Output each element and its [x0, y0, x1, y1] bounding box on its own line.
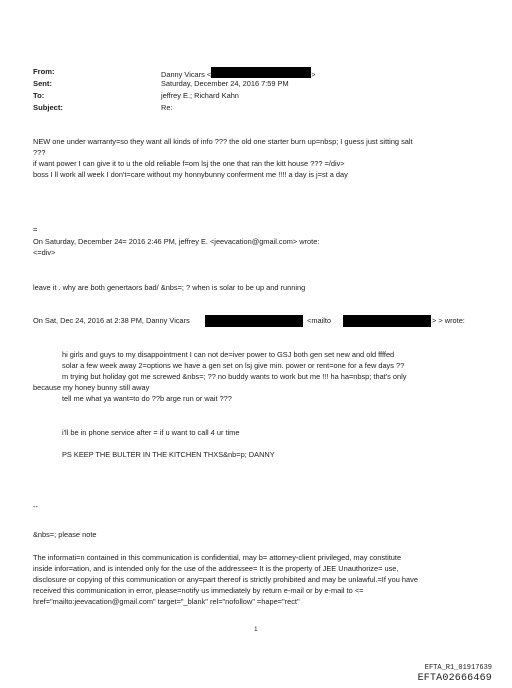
note-line: &nbs=; please note [33, 530, 97, 539]
from-value [161, 67, 316, 79]
bates-id-small: EFTA_R1_01917639 [424, 664, 492, 672]
disclaimer-line: href="mailto:jeevacation@gmail.com" target="_blank" rel="nofollow" =hape="rect" [33, 597, 300, 606]
mailto-text: <mailto [307, 316, 332, 325]
phone-line: i'll be in phone service after = if u want to call 4 ur time [62, 428, 240, 437]
disclaimer-line: disclosure or copying of this communication or any=part thereof is strictly prohibited and may be unlawful.=If you have [33, 575, 418, 584]
body-line: boss I ll work all week I don't=care without my honnybunny conferment me !!!! a day is j=st a day [33, 170, 348, 179]
redaction-box [211, 67, 311, 78]
body-line: ??? [33, 148, 46, 157]
quote2-line: solar a few week away 2=options we have a gen set on lsj give min. power or rent=one for a few days ?? [62, 361, 405, 370]
body-line: NEW one under warranty=so they want all kinds of info ??? the old one starter burn up=nbsp; I guess just sitting salt [33, 137, 413, 146]
disclaimer-line: The informati=n contained in this communication is confidential, may b= attorney-client privileged, may constitute [33, 553, 402, 562]
from-end: > [311, 70, 316, 79]
redaction-box [205, 315, 303, 327]
sent-value: Saturday, December 24, 2016 7:59 PM [161, 79, 289, 88]
to-value: jeffrey E.; Richard Kahn [161, 91, 239, 100]
from-label: From: [33, 67, 55, 76]
page-number: 1 [254, 626, 258, 633]
quote-div: <=div> [33, 248, 56, 257]
bates-id-large: EFTA02666469 [417, 673, 492, 684]
quote2-header-prefix: On Sat, Dec 24, 2016 at 2:38 PM, Danny Vicars [33, 316, 190, 325]
body-line: if want power I can give it to u the old reliable f=om lsj the one that ran the kitt house ??? =/div> [33, 159, 345, 168]
quote2-wrote: > > wrote: [432, 316, 465, 325]
subject-label: Subject: [33, 103, 63, 112]
quote2-line: m trying but holiday got me screwed &nbs=; ?? no buddy wants to work but me !!! ha ha=nbsp; that's only [62, 372, 407, 381]
quote-header: On Saturday, December 24= 2016 2:46 PM, jeffrey E. <jeevacation@gmail.com> wrote: [33, 237, 320, 246]
disclaimer-line: inside infor=ation, and is intended only for the use of the addressee= It is the property of JEE Unauthorize= use, [33, 564, 399, 573]
equals-line: = [33, 225, 38, 234]
subject-value: Re: [161, 103, 173, 112]
quote2-line: tell me what ya want=to do ??b arge run or wait ??? [62, 394, 232, 403]
ps-line: PS KEEP THE BULTER IN THE KITCHEN THXS&nb=p; DANNY [62, 450, 275, 459]
quote-body: leave it . why are both genertaors bad/ &nbs=; ? when is solar to be up and running [33, 283, 306, 292]
signature-dashes: -- [33, 502, 38, 511]
disclaimer-line: received this communication in error, please=notify us immediately by return e-mail or by e-mail to <= [33, 586, 364, 595]
quote2-line: hi girls and guys to my disappointment I can not de=iver power to GSJ both gen set new and old ffffed [62, 350, 395, 359]
quote2-line: because my honey bunny still away [33, 383, 150, 392]
from-name: Danny Vicars < [161, 70, 212, 79]
redaction-box [343, 315, 431, 327]
sent-label: Sent: [33, 79, 52, 88]
to-label: To: [33, 91, 45, 100]
